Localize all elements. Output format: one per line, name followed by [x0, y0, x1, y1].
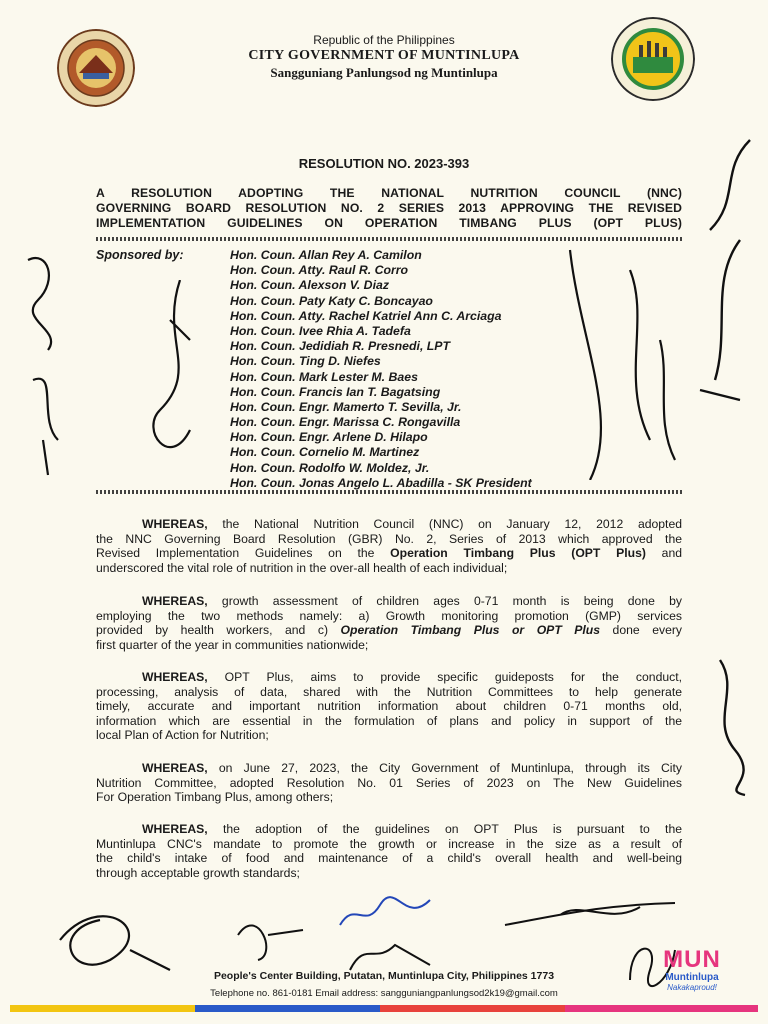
sponsor-list: [230, 248, 532, 491]
paragraph-line: [96, 790, 682, 805]
footer-signature: [228, 905, 308, 965]
body-text: processing, analysis of data, shared with the Nutrition Committees to help generate: [96, 684, 682, 699]
logo-tagline: Nakakaproud!: [667, 983, 717, 992]
footer-address: People's Center Building, Putatan, Muntinlupa City, Philippines 1773: [213, 970, 555, 982]
logo-sub: Muntinlupa: [665, 972, 719, 983]
body-text: information which are essential in the formulation of plans and policy in support of the: [96, 713, 682, 728]
body-text: Muntinlupa CNC's mandate to promote the growth or increase in the size as a result of: [96, 836, 682, 851]
body-text: timely, accurate and important nutrition information about children 0-71 months old,: [96, 699, 682, 714]
body-text: Revised Implementation Guidelines on the: [96, 546, 391, 561]
city-government-line: CITY GOVERNMENT OF MUNTINLUPA: [248, 48, 520, 63]
margin-signature-left: [18, 240, 78, 480]
paragraph-line: [96, 517, 682, 532]
sponsor-name: Hon. Coun. Alexson V. Diaz: [230, 278, 389, 293]
whereas-paragraph: [96, 517, 682, 575]
asterisk-divider: [96, 490, 682, 494]
margin-signature-right: [700, 650, 760, 800]
body-text: first quarter of the year in communities nationwide;: [96, 637, 369, 652]
body-text: local Plan of Action for Nutrition;: [96, 728, 269, 743]
title-line: A RESOLUTION ADOPTING THE NATIONAL NUTRITION COUNCIL (NNC): [96, 186, 682, 200]
sponsor-name: Hon. Coun. Ting D. Niefes: [230, 354, 381, 369]
sponsor-name: Hon. Coun. Allan Rey A. Camilon: [230, 248, 422, 262]
title-line: IMPLEMENTATION GUIDELINES ON OPERATION TIMBANG PLUS (OPT PLUS): [96, 216, 682, 230]
paragraph-line: [96, 837, 682, 852]
body-text: the adoption of the guidelines on OPT Plus is pursuant to the: [207, 822, 682, 836]
sponsor-name: Hon. Coun. Paty Katy C. Boncayao: [230, 293, 433, 308]
sponsor-name: Hon. Coun. Francis Ian T. Bagatsing: [230, 384, 441, 399]
republic-line: Republic of the Philippines: [313, 33, 455, 47]
sponsor-name: Hon. Coun. Ivee Rhia A. Tadefa: [230, 323, 411, 338]
paragraph-line: [96, 685, 682, 700]
resolution-title: [96, 186, 682, 231]
paragraph-line: [96, 532, 682, 547]
paragraph-line: [96, 714, 682, 729]
emphasis-text: Operation Timbang Plus (OPT Plus): [390, 546, 646, 561]
color-stripe: [380, 1005, 565, 1012]
body-text: and: [645, 546, 683, 561]
paragraph-line: [96, 776, 682, 791]
sponsor-signature: [560, 240, 680, 480]
title-line: GOVERNING BOARD RESOLUTION NO. 2 SERIES 2013 APPROVING THE REVISED: [96, 201, 682, 215]
body-text: the National Nutrition Council (NNC) on January 12, 2012 adopted: [207, 517, 682, 531]
emphasis-text: WHEREAS,: [142, 594, 208, 608]
body-text: on June 27, 2023, the City Government of Muntinlupa, through its City: [207, 761, 682, 775]
body-text: OPT Plus, aims to provide specific guideposts for the conduct,: [207, 670, 682, 684]
footer-contact: Telephone no. 861-0181 Email address: sangguniangpanlungsod2k19@gmail.com: [210, 988, 558, 999]
color-stripe: [195, 1005, 380, 1012]
sponsor-name: Hon. Coun. Rodolfo W. Moldez, Jr.: [230, 460, 430, 475]
paragraph-line: [96, 761, 682, 776]
sponsor-name: Hon. Coun. Atty. Raul R. Corro: [230, 263, 409, 278]
sponsored-by-label: Sponsored by:: [96, 248, 184, 262]
body-text: through acceptable growth standards;: [96, 865, 300, 880]
sanggunian-line: Sangguniang Panlungsod ng Muntinlupa: [270, 65, 498, 80]
sponsor-name: Hon. Coun. Jonas Angelo L. Abadilla - SK President: [230, 475, 532, 490]
color-stripe: [10, 1005, 195, 1012]
emphasis-text: WHEREAS,: [142, 822, 208, 836]
sponsor-name: Hon. Coun. Cornelio M. Martinez: [230, 445, 420, 460]
paragraph-line: [96, 594, 682, 609]
sponsor-name: Hon. Coun. Engr. Mamerto T. Sevilla, Jr.: [230, 399, 462, 414]
paragraph-line: [96, 851, 682, 866]
footer-signature: [500, 895, 680, 935]
margin-signature-right: [690, 130, 760, 430]
body-text: the child's intake of food and maintenance of a child's overall health and well-being: [96, 851, 682, 866]
paragraph-line: [96, 623, 682, 638]
whereas-paragraph: [96, 670, 682, 743]
body-text: provided by health workers, and c): [96, 623, 341, 638]
sponsor-name: Hon. Coun. Jedidiah R. Presnedi, LPT: [230, 339, 450, 354]
footer-signature: [345, 935, 435, 975]
paragraph-line: [96, 728, 682, 743]
whereas-paragraph: [96, 761, 682, 805]
emphasis-text: Operation Timbang Plus or OPT Plus: [340, 623, 601, 638]
emphasis-text: WHEREAS,: [142, 670, 208, 684]
color-stripe: [565, 1005, 758, 1012]
logo-text: MUN: [663, 946, 721, 973]
body-text: the NNC Governing Board Resolution (GBR) No. 2, Series of 2013 which approved the: [96, 531, 682, 546]
paragraph-line: [96, 822, 682, 837]
whereas-paragraph: [96, 594, 682, 652]
body-text: Nutrition Committee, adopted Resolution No. 01 Series of 2023 on The New Guidelines: [96, 775, 682, 790]
body-text: For Operation Timbang Plus, among others;: [96, 790, 334, 805]
paragraph-line: [96, 561, 682, 576]
emphasis-text: WHEREAS,: [142, 517, 208, 531]
whereas-paragraph: [96, 822, 682, 880]
resolution-number: RESOLUTION NO. 2023-393: [298, 156, 470, 171]
paragraph-line: [96, 546, 682, 561]
body-text: done every: [600, 623, 683, 638]
body-text: employing the two methods namely: a) Growth monitoring promotion (GMP) services: [96, 608, 682, 623]
emphasis-text: WHEREAS,: [142, 761, 208, 775]
paragraph-line: [96, 866, 682, 881]
body-text: underscored the vital role of nutrition in the over-all health of each individual;: [96, 560, 508, 575]
body-text: growth assessment of children ages 0-71 month is being done by: [207, 594, 682, 608]
sponsor-signature: [140, 280, 200, 470]
footer-signature-blue: [335, 895, 435, 935]
paragraph-line: [96, 609, 682, 624]
sponsor-name: Hon. Coun. Engr. Arlene D. Hilapo: [230, 430, 428, 445]
paragraph-line: [96, 699, 682, 714]
sponsor-name: Hon. Coun. Mark Lester M. Baes: [230, 369, 418, 384]
paragraph-line: [96, 670, 682, 685]
paragraph-line: [96, 638, 682, 653]
sponsor-name: Hon. Coun. Engr. Marissa C. Rongavilla: [230, 415, 461, 430]
sponsor-name: Hon. Coun. Atty. Rachel Katriel Ann C. Arciaga: [230, 308, 502, 323]
